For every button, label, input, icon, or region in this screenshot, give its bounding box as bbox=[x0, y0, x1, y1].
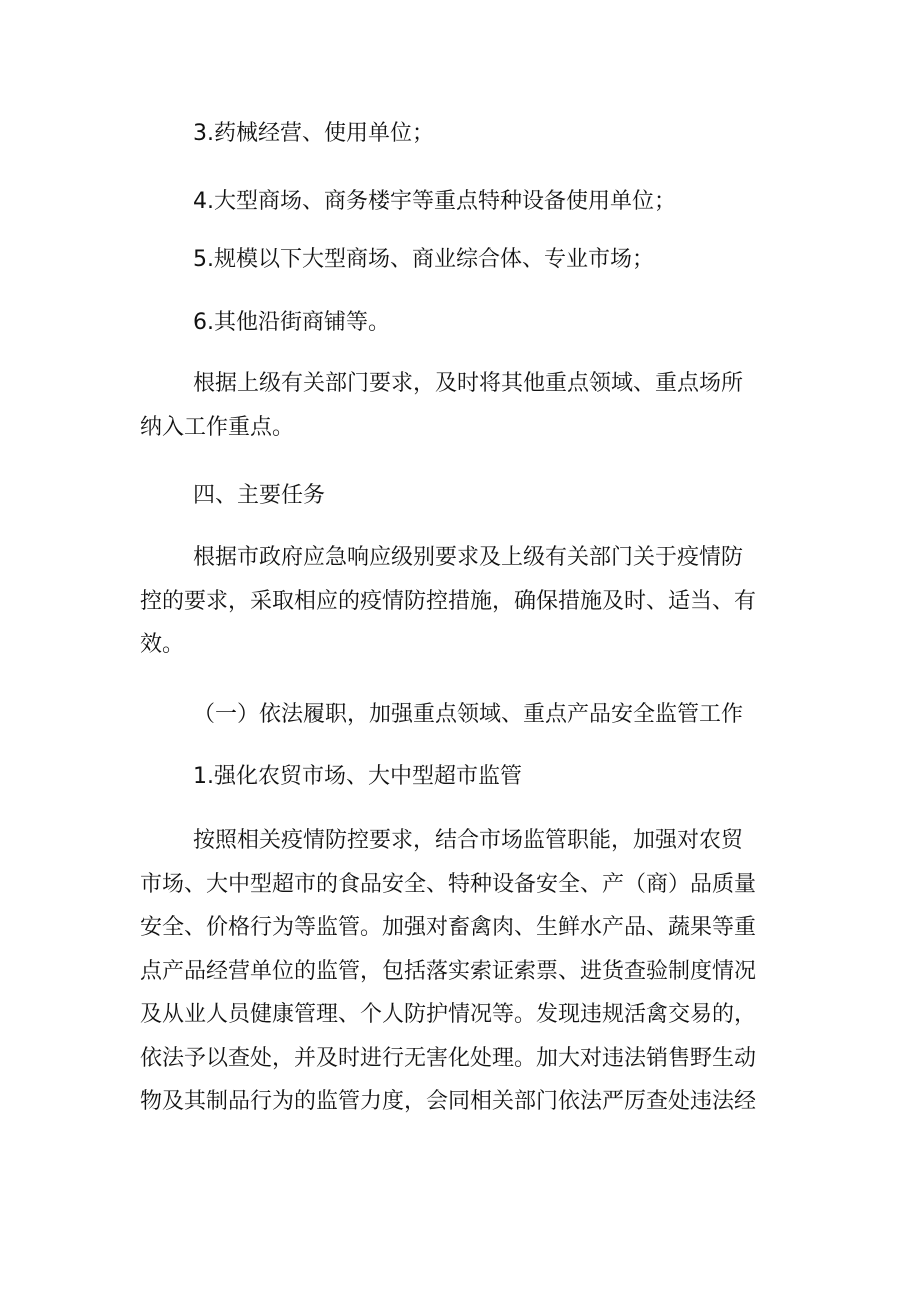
list-item-5 bbox=[193, 238, 843, 282]
list-item-6 bbox=[193, 301, 843, 345]
item-heading bbox=[193, 755, 843, 799]
text-line: 6.其他沿街商铺等。 bbox=[193, 310, 390, 335]
text-line: 依法予以查处，并及时进行无害化处理。加大对违法销售野生动 bbox=[140, 1045, 757, 1071]
text-line: （一）依法履职，加强重点领域、重点产品安全监管工作 bbox=[193, 702, 744, 727]
text-line: 物及其制品行为的监管力度，会同相关部门依法严厉查处违法经 bbox=[140, 1089, 757, 1114]
paragraph-key-areas bbox=[140, 362, 790, 449]
list-item-4 bbox=[193, 180, 843, 224]
text-line: 纳入工作重点。 bbox=[140, 414, 295, 440]
text-line: 安全、价格行为等监管。加强对畜禽肉、生鲜水产品、蔬果等重 bbox=[140, 915, 757, 940]
text-line: 效。 bbox=[140, 632, 185, 657]
text-line: 根据上级有关部门要求，及时将其他重点领域、重点场所 bbox=[193, 371, 744, 396]
text-line: 5.规模以下大型商场、商业综合体、专业市场； bbox=[193, 247, 654, 272]
list-item-3 bbox=[193, 112, 843, 156]
paragraph-market-supervision bbox=[140, 819, 790, 1124]
text-line: 市场、大中型超市的食品安全、特种设备安全、产（商）品质量 bbox=[140, 871, 757, 897]
text-line: 3.药械经营、使用单位； bbox=[193, 121, 434, 146]
subsection-heading bbox=[193, 693, 843, 737]
text-line: 1.强化农贸市场、大中型超市监管 bbox=[193, 764, 522, 789]
text-line: 根据市政府应急响应级别要求及上级有关部门关于疫情防 bbox=[193, 545, 744, 570]
text-line: 按照相关疫情防控要求，结合市场监管职能，加强对农贸 bbox=[193, 828, 744, 853]
text-line: 点产品经营单位的监管，包括落实索证索票、进货查验制度情况 bbox=[140, 958, 757, 984]
text-line: 控的要求，采取相应的疫情防控措施，确保措施及时、适当、有 bbox=[140, 588, 757, 614]
section-heading bbox=[193, 474, 843, 518]
text-line: 及从业人员健康管理、个人防护情况等。发现违规活禽交易的， bbox=[140, 1002, 757, 1027]
paragraph-main-tasks bbox=[140, 536, 790, 667]
text-line: 4.大型商场、商务楼宇等重点特种设备使用单位； bbox=[193, 189, 676, 214]
text-line: 四、主要任务 bbox=[193, 483, 326, 508]
